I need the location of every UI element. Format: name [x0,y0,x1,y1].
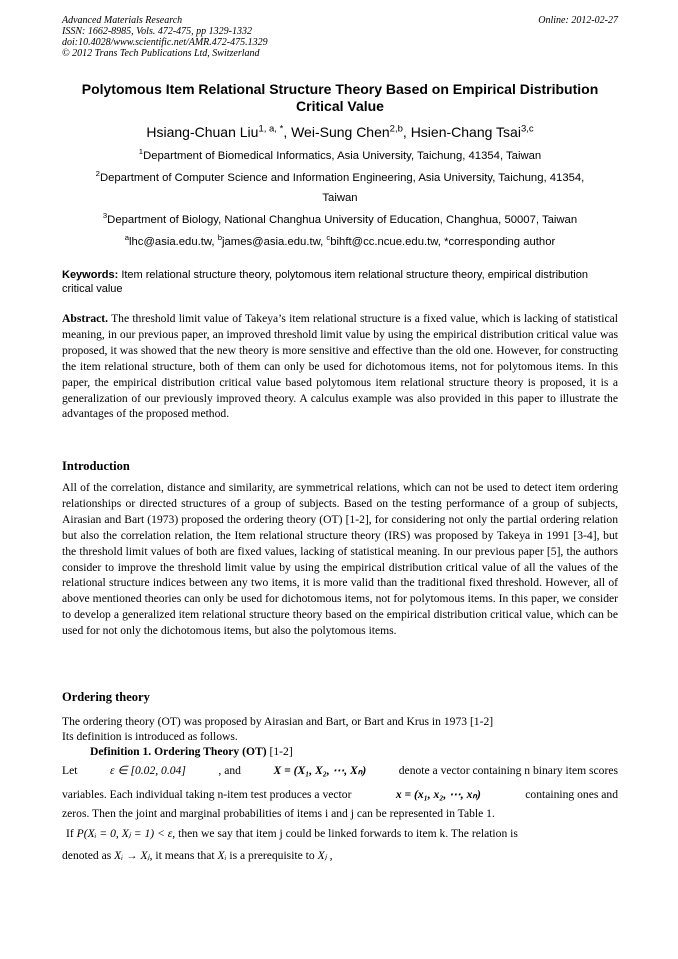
author-sup: 2,b [389,123,403,135]
then-text: , then we say that item j could be linked forwards to item k. The relation is [172,827,518,840]
doi: doi:10.4028/www.scientific.net/AMR.472-475.1329 [62,37,268,48]
keywords-text: Item relational structure theory, polytomous item relational structure theory, empirical distribution critical value [62,269,588,295]
keywords [62,268,618,296]
author-list: Hsiang-Chuan Liu$^{1, a, *}$, Wei-Sung Chen$^{2,b}$, Hsien-Chang Tsai$^{3,c}$ [146,123,534,140]
ordering-line-1: The ordering theory (OT) was proposed by Airasian and Bart, or Bart and Krus in 1973 [1-2] [62,715,494,728]
variables-text: variables. Each individual taking n-item test produces a vector [62,788,352,801]
introduction-heading: Introduction [62,459,130,473]
vector-description: denote a vector containing n binary item scores [398,764,618,777]
affiliation-text: Department of Computer Science and Information Engineering, Asia University, Taichung, 41354, [99,172,585,184]
journal-header [62,15,618,59]
affiliation-text: Department of Biology, National Changhua University of Education, Changhua, 50007, Taiwan [107,214,578,226]
corresponding-note: *corresponding author [444,236,556,248]
abstract-text: The threshold limit value of Takeya’s item relational structure is a fixed value, which is lacking of statistical meaning, in our previous paper, an improved threshold limit value by using the empirical distribution critical value was proposed, it was showed that the new theory is more sensitive and effective than the old one. However, for constructing the item relational structure, both of them can only be used for dichotomous items, not for polytomous items. In this paper, the empirical distribution critical value based polytomous item relational structure theory is proposed, it is a generalization of our previously improved theory. A calculus example was also provided in this paper to illustrate the advantages of the proposed method. [62,312,618,421]
relation-arrow: Xᵢ → Xⱼ [114,849,150,862]
email-sup: c [326,233,331,243]
affiliation-text: Department of Biomedical Informatics, Asia University, Taichung, 41354, Taiwan [143,150,542,162]
author-name: Hsien-Chang Tsai [410,124,521,140]
keywords-label: Keywords: [62,269,119,281]
author-sup: 1, a, * [258,123,284,135]
issn: ISSN: 1662-8985, Vols. 472-475, pp 1329-1332 [62,26,252,37]
abstract [62,311,618,422]
affiliation-num: 3 [102,211,108,221]
author-name: Wei-Sung Chen [291,124,390,140]
copyright: © 2012 Trans Tech Publications Ltd, Switzerland [62,48,260,59]
let-line [62,763,618,778]
prerequisite-text: is a prerequisite to [229,849,315,862]
affiliation-2 [58,168,622,208]
variables-end: containing ones and [525,788,618,801]
email-sup: a [124,233,129,243]
affiliation-num: 1 [138,147,144,157]
author-name: Hsiang-Chuan Liu [146,124,259,140]
let-word: Let [62,764,78,777]
xi-symbol: Xᵢ [217,849,227,862]
zeros-line: zeros. Then the joint and marginal probabilities of items i and j can be represented in Table 1. [62,807,495,820]
email-c: bihft@cc.ncue.edu.tw, [330,236,441,248]
and-word: , and [218,764,241,777]
email-a: lhc@asia.edu.tw, [129,236,215,248]
email-line [58,232,622,252]
variables-line [62,787,618,802]
author-sup: 3,c [520,123,534,135]
ordering-heading: Ordering theory [62,690,150,704]
vector-x: x = (x₁, x₂, ⋯, xₙ) [395,788,481,801]
if-line [66,826,518,841]
means-text: , it means that [149,849,215,862]
probability-condition: P(Xᵢ = 0, Xⱼ = 1) < ε [76,827,173,840]
email-sup: b [217,233,222,243]
denoted-word: denoted as [62,849,112,862]
definition-label: Definition 1. Ordering Theory (OT) [90,745,267,758]
denoted-line [62,848,333,863]
affiliation-num: 2 [95,169,100,179]
vector-X: X = (X₁, X₂, ⋯, Xₙ) [273,764,367,777]
affiliation-1 [58,146,622,166]
affiliation-cont: Taiwan [322,192,358,204]
definition-1 [90,744,293,759]
xj-symbol: Xⱼ , [317,849,333,862]
journal-name: Advanced Materials Research [62,15,183,26]
paper-title: Polytomous Item Relational Structure Theory Based on Empirical Distribution Critical Value [81,81,599,114]
affiliation-3 [58,210,622,230]
introduction-text: All of the correlation, distance and similarity, are symmetrical relations, which can not be used to detect item ordering relationships or directed structures of a group of subjects. Based on the testing performance of a group of subjects, Airasian and Bart (1973) proposed the ordering theory (OT) [1-2], for considering not only the partial ordering relation but also the correlation relation, the Item relational structure theory (IRS) was proposed by Takeya in 1991 [3-4], but the threshold limit values of both are fixed values, lacking of statistical meaning. In our previous paper [5], the authors consider to improve the threshold limit value by using the empirical distribution critical value of all the values of the relational structure indices between any two items, it is more valid than the traditional fixed threshold. However, all of above mentioned theories can only be used for dichotomous items, not for polytomous items. In this paper, we consider to develop a generalized item relational structure theory based on the empirical distribution critical value, which can be used for not only the dichotomous items, but also the polytomous items. [62,481,618,638]
online-date: Online: 2012-02-27 [538,15,618,26]
email-b: james@asia.edu.tw, [222,236,324,248]
ordering-line-2: Its definition is introduced as follows. [62,730,238,743]
abstract-label: Abstract. [62,312,109,325]
if-word: If [66,827,74,840]
definition-ref: [1-2] [269,745,293,758]
epsilon-range: ε ∈ [0.02, 0.04] [109,764,186,777]
